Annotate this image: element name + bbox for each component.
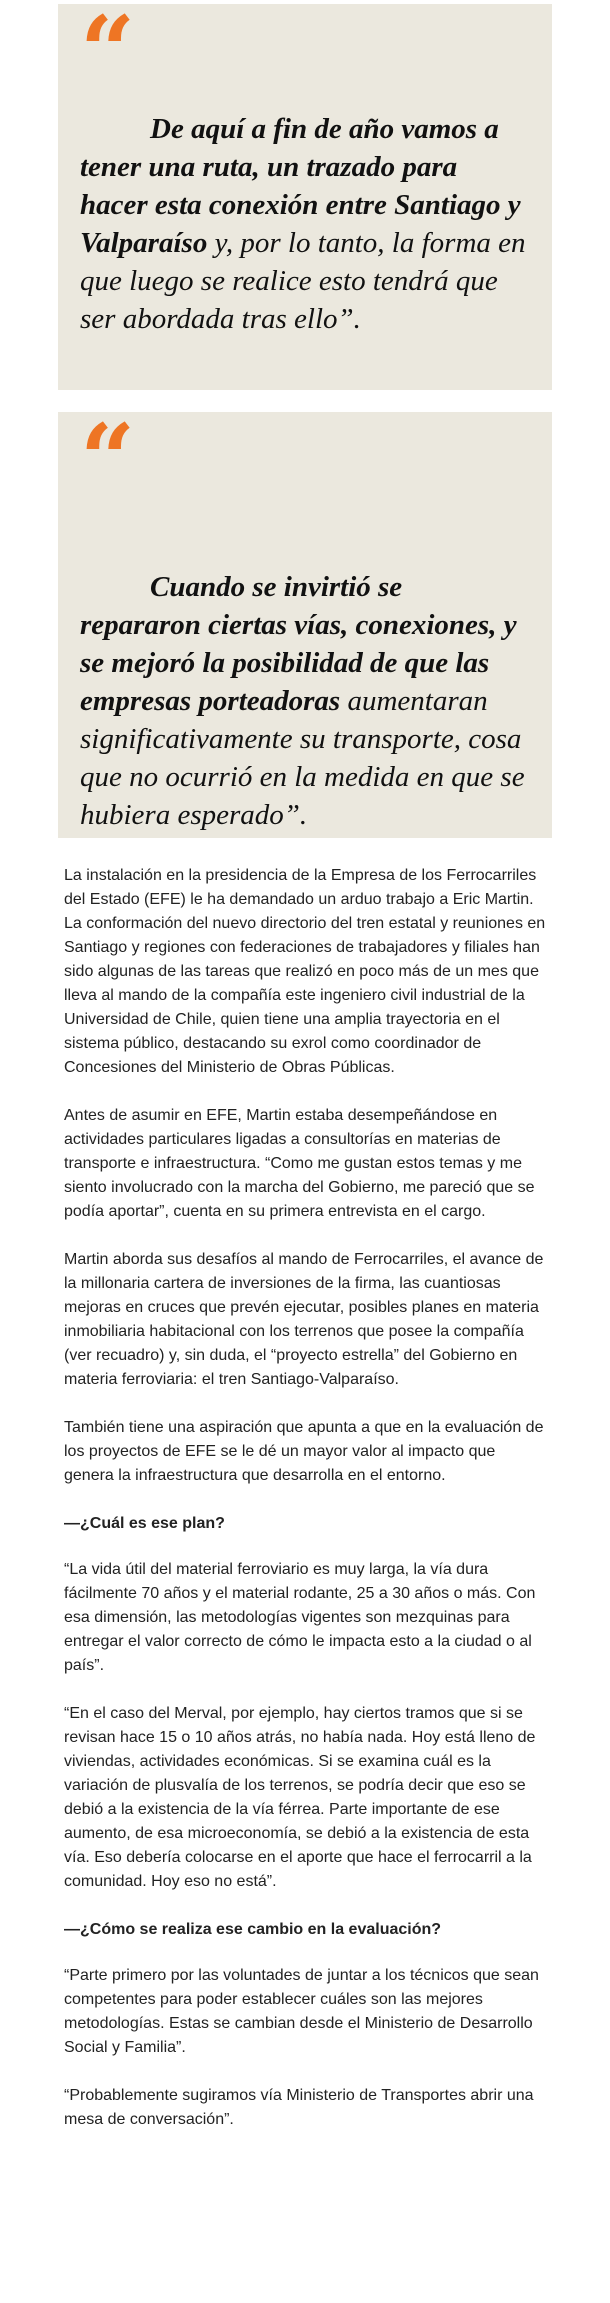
pull-quote-bold: De aquí a fin de año vamos a tener una ruta, un trazado para hacer esta conexión entre Santiago y Valparaíso bbox=[80, 113, 521, 259]
pull-quote-text bbox=[80, 74, 530, 338]
quote-mark-icon: “ bbox=[80, 4, 128, 74]
quote-mark-icon: “ bbox=[80, 412, 128, 482]
pull-quote bbox=[58, 4, 552, 390]
paragraph: “Parte primero por las voluntades de juntar a los técnicos que sean competentes para poder establecer cuáles son las mejores metodologías. Estas se cambian desde el Ministerio de Desarrollo Social y Familia”. bbox=[64, 1967, 539, 2056]
paragraph: Antes de asumir en EFE, Martin estaba desempeñándose en actividades particulares ligadas a consultorías en materias de transporte e infraestructura. “Como me gustan estos temas y me siento involucrado con la marcha del Gobierno, me pareció que se podía aportar”, cuenta en su primera entrevista en el cargo. bbox=[64, 1107, 535, 1220]
interview-question: —¿Cómo se realiza ese cambio en la evaluación? bbox=[64, 1921, 442, 1938]
article-content bbox=[58, 4, 552, 2156]
paragraph: “Probablemente sugiramos vía Ministerio de Transportes abrir una mesa de conversación”. bbox=[64, 2087, 534, 2128]
article-body bbox=[58, 864, 552, 2132]
paragraph: También tiene una aspiración que apunta a que en la evaluación de los proyectos de EFE se le dé un mayor valor al impacto que genera la infraestructura que desarrolla en el entorno. bbox=[64, 1419, 544, 1484]
paragraph: La instalación en la presidencia de la Empresa de los Ferrocarriles del Estado (EFE) le ha demandado un arduo trabajo a Eric Martin. La conformación del nuevo directorio del tren estatal y reuniones en Santiago y regiones con federaciones de trabajadores y filiales han sido algunas de las tareas que realizó en poco más de un mes que lleva al mando de la compañía este ingeniero civil industrial de la Universidad de Chile, quien tiene una amplia trayectoria en el sistema público, destacando su exrol como coordinador de Concesiones del Ministerio de Obras Públicas. bbox=[64, 867, 546, 1076]
pull-quote-bold: Cuando se invirtió se repararon ciertas vías, conexiones, y se mejoró la posibilidad de que las empresas porteadoras bbox=[80, 571, 517, 717]
pull-quote-text bbox=[80, 482, 530, 834]
pull-quote-rest: aumentaran significativamente su transporte, cosa que no ocurrió en la medida en que se hubiera esperado”. bbox=[80, 685, 525, 831]
interview-question: —¿Cuál es ese plan? bbox=[64, 1515, 225, 1532]
pull-quote bbox=[58, 412, 552, 838]
pull-quote-rest: y, por lo tanto, la forma en que luego se realice esto tendrá que ser abordada tras ello”. bbox=[80, 227, 526, 335]
paragraph: Martin aborda sus desafíos al mando de Ferrocarriles, el avance de la millonaria cartera de inversiones de la firma, las cuantiosas mejoras en cruces que prevén ejecutar, posibles planes en materia inmobiliaria habitacional con los terrenos que posee la compañía (ver recuadro) y, sin duda, el “proyecto estrella” del Gobierno en materia ferroviaria: el tren Santiago-Valparaíso. bbox=[64, 1251, 544, 1388]
paragraph: “La vida útil del material ferroviario es muy larga, la vía dura fácilmente 70 años y el material rodante, 25 a 30 años o más. Con esa dimensión, las metodologías vigentes son mezquinas para entregar el valor correcto de cómo le impacta esto a la ciudad o al país”. bbox=[64, 1561, 536, 1674]
paragraph: “En el caso del Merval, por ejemplo, hay ciertos tramos que si se revisan hace 15 o 10 años atrás, no había nada. Hoy está lleno de viviendas, actividades económicas. Si se examina cuál es la variación de plusvalía de los terrenos, se podría decir que eso se debió a la existencia de la vía férrea. Parte importante de ese aumento, de esa microeconomía, se debió a la existencia de esta vía. Eso debería colocarse en el aporte que hace el ferrocarril a la comunidad. Hoy eso no está”. bbox=[64, 1705, 536, 1890]
